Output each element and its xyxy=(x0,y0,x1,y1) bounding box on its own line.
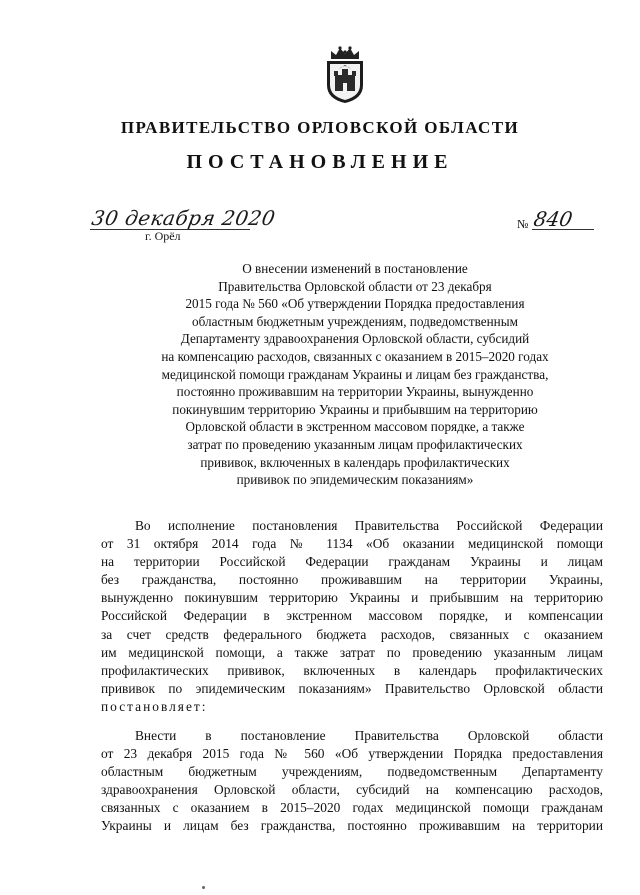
resolution-heading xyxy=(100,260,610,489)
paragraph-line: без гражданства, постоянно проживавшим на территории Украины, xyxy=(101,572,603,588)
heading-line: прививок по эпидемическим показаниям» xyxy=(236,472,474,488)
heading-line: 2015 года № 560 «Об утверждении Порядка предоставления xyxy=(185,296,525,312)
number-underline xyxy=(532,229,594,230)
preamble-paragraph xyxy=(101,517,603,716)
paragraph-line: на территории Российской Федерации гражданам Украины и лицам xyxy=(101,554,603,570)
heading-line: областным бюджетным учреждениям, подведомственным xyxy=(192,313,518,329)
heading-line: Департаменту здравоохранения Орловской области, субсидий xyxy=(180,331,530,347)
heading-line: О внесении изменений в постановление xyxy=(242,261,468,276)
city-label: г. Орёл xyxy=(145,229,181,243)
heading-line: на компенсацию расходов, связанных с оказанием в 2015–2020 годах xyxy=(161,348,549,364)
paragraph-line: вынужденно покинувшим территорию Украины и прибывшим на территорию xyxy=(101,590,603,606)
paragraph-line: Во исполнение постановления Правительства Российской Федерации xyxy=(135,518,603,533)
heading-line: Правительства Орловской области от 23 декабря xyxy=(218,278,492,294)
paragraph-line: Российской Федерации в экстренном массовом порядке, и компенсации xyxy=(101,608,603,624)
handwritten-date: 30 декабря 2020 xyxy=(89,206,278,230)
paragraph-line: Украины и лицам без гражданства, постоянно проживавшим на территории xyxy=(101,818,603,834)
paragraph-line: связанных с оказанием в 2015–2020 годах медицинской помощи гражданам xyxy=(101,800,603,816)
heading-line: медицинской помощи гражданам Украины и лицам без гражданства, xyxy=(161,366,549,382)
paragraph-line: областным бюджетным учреждениям, подведомственным Департаменту xyxy=(101,764,603,780)
paragraph-line: Внести в постановление Правительства Орловской области xyxy=(135,728,603,743)
heading-line: Орловской области в экстренном массовом порядке, а также xyxy=(185,419,525,435)
paragraph-line: прививок по эпидемическим показаниям» Правительство Орловской области xyxy=(101,680,603,696)
document-type-title: ПОСТАНОВЛЕНИЕ xyxy=(186,151,454,173)
government-title: ПРАВИТЕЛЬСТВО ОРЛОВСКОЙ ОБЛАСТИ xyxy=(120,118,520,137)
number-label: № xyxy=(517,217,529,231)
resolves-word: постановляет: xyxy=(101,698,208,714)
paragraph-line: здравоохранения Орловской области, субсидий на компенсацию расходов, xyxy=(101,782,603,798)
heading-line: прививок, включенных в календарь профилактических xyxy=(200,454,510,470)
handwritten-number: 840 xyxy=(531,207,575,231)
heading-line: покинувшим территорию Украины и прибывшим на территорию xyxy=(172,401,538,417)
heading-line: затрат по проведению указанным лицам профилактических xyxy=(187,436,523,452)
coat-of-arms-icon xyxy=(323,45,367,105)
scan-speck xyxy=(202,886,205,889)
paragraph-line: профилактических прививок, включенных в календарь профилактических xyxy=(101,662,603,678)
paragraph-line: за счет средств федерального бюджета расходов, связанных с оказанием xyxy=(101,626,603,642)
paragraph-line: от 31 октября 2014 года № 1134 «Об оказании медицинской помощи xyxy=(101,536,603,552)
heading-line: постоянно проживавшим на территории Украины, вынужденно xyxy=(176,384,534,400)
paragraph-line: им медицинской помощи, а также затрат по проведению указанным лицам xyxy=(101,644,603,660)
operative-paragraph xyxy=(101,727,603,836)
paragraph-line: от 23 декабря 2015 года № 560 «Об утверждении Порядка предоставления xyxy=(101,746,603,762)
